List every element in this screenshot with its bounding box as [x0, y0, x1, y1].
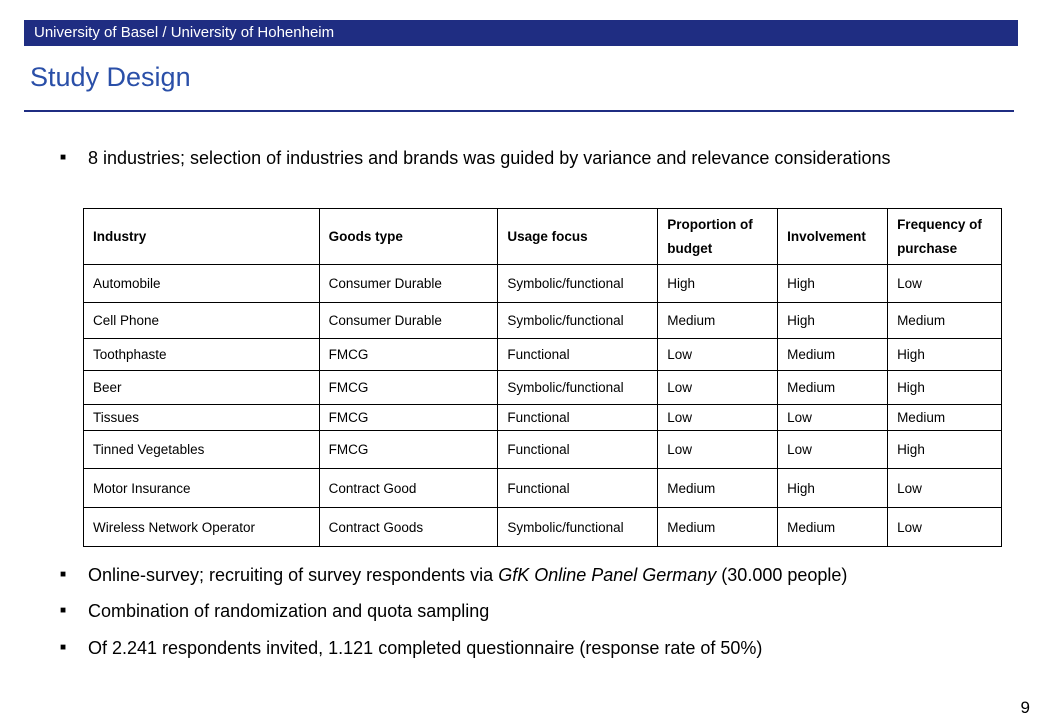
- table-cell: High: [778, 469, 888, 508]
- table-row: [84, 431, 1002, 469]
- table-cell: Tinned Vegetables: [84, 431, 320, 469]
- table-cell: Wireless Network Operator: [84, 508, 320, 547]
- title-divider: [24, 110, 1014, 112]
- table-cell: Contract Goods: [319, 508, 498, 547]
- table-cell: Tissues: [84, 405, 320, 431]
- table-cell: Consumer Durable: [319, 303, 498, 339]
- header-goods-type: Goods type: [319, 209, 498, 265]
- table-cell: Medium: [658, 303, 778, 339]
- table-row: [84, 339, 1002, 371]
- bullet-sampling: [60, 597, 960, 625]
- bullet-text: Of 2.241 respondents invited, 1.121 completed questionnaire (response rate of 50%): [88, 638, 763, 658]
- bullet-text: Combination of randomization and quota sampling: [88, 601, 490, 621]
- table-cell: Medium: [888, 405, 1002, 431]
- panel-name: GfK Online Panel Germany: [498, 565, 717, 585]
- table-cell: Low: [658, 371, 778, 405]
- table-cell: High: [658, 265, 778, 303]
- study-design-table: [83, 208, 1002, 547]
- table-cell: Medium: [778, 371, 888, 405]
- table-cell: FMCG: [319, 371, 498, 405]
- bullet-text: 8 industries; selection of industries and brands was guided by variance and relevance considerations: [88, 148, 891, 168]
- table-cell: High: [888, 431, 1002, 469]
- table-cell: Motor Insurance: [84, 469, 320, 508]
- bullet-icon: ■: [60, 605, 67, 616]
- table-row: [84, 508, 1002, 547]
- table-cell: Functional: [498, 339, 658, 371]
- table-cell: Medium: [778, 339, 888, 371]
- bullet-industries: [60, 144, 960, 172]
- table-cell: Medium: [658, 508, 778, 547]
- table-cell: High: [778, 303, 888, 339]
- table-cell: High: [888, 339, 1002, 371]
- table-cell: Automobile: [84, 265, 320, 303]
- table-row: [84, 265, 1002, 303]
- table-cell: Low: [658, 431, 778, 469]
- survey-text-prefix: Online-survey; recruiting of survey respondents via: [88, 565, 499, 585]
- table-row: [84, 469, 1002, 508]
- table-cell: Medium: [658, 469, 778, 508]
- bullet-online-survey: [60, 561, 960, 589]
- table-cell: Symbolic/functional: [498, 303, 658, 339]
- table-row: [84, 371, 1002, 405]
- table-cell: FMCG: [319, 405, 498, 431]
- table-cell: Symbolic/functional: [498, 508, 658, 547]
- table-cell: Symbolic/functional: [498, 371, 658, 405]
- table-cell: Cell Phone: [84, 303, 320, 339]
- bullet-icon: ■: [60, 642, 67, 653]
- table-cell: Low: [778, 431, 888, 469]
- header-usage-focus: Usage focus: [498, 209, 658, 265]
- header-frequency-of-purchase: Frequency of purchase: [888, 209, 1002, 265]
- table-cell: Symbolic/functional: [498, 265, 658, 303]
- table-row: [84, 405, 1002, 431]
- table-cell: Low: [888, 265, 1002, 303]
- table-cell: Consumer Durable: [319, 265, 498, 303]
- table-cell: High: [778, 265, 888, 303]
- table-cell: FMCG: [319, 431, 498, 469]
- table-cell: Medium: [778, 508, 888, 547]
- bullet-icon: ■: [60, 569, 67, 580]
- header-proportion-of-budget: Proportion of budget: [658, 209, 778, 265]
- table-cell: Functional: [498, 469, 658, 508]
- table-cell: Contract Good: [319, 469, 498, 508]
- page-number: 9: [1020, 698, 1030, 717]
- header-industry: Industry: [84, 209, 320, 265]
- table-header-row: [84, 209, 1002, 265]
- institution-label: University of Basel / University of Hohenheim: [34, 24, 335, 41]
- table-cell: Functional: [498, 431, 658, 469]
- bullet-icon: ■: [60, 152, 67, 163]
- survey-text-suffix: (30.000 people): [716, 565, 848, 585]
- table-cell: Low: [888, 469, 1002, 508]
- table-cell: Low: [888, 508, 1002, 547]
- table-cell: Toothphaste: [84, 339, 320, 371]
- table-cell: Beer: [84, 371, 320, 405]
- table-cell: Low: [778, 405, 888, 431]
- header-bar: [24, 20, 1018, 46]
- bullet-response-rate: [60, 634, 960, 662]
- header-involvement: Involvement: [778, 209, 888, 265]
- table-cell: FMCG: [319, 339, 498, 371]
- table-cell: Medium: [888, 303, 1002, 339]
- table-row: [84, 303, 1002, 339]
- table-cell: Low: [658, 405, 778, 431]
- slide-title: Study Design: [30, 62, 191, 92]
- table-cell: Functional: [498, 405, 658, 431]
- table-cell: Low: [658, 339, 778, 371]
- table-cell: High: [888, 371, 1002, 405]
